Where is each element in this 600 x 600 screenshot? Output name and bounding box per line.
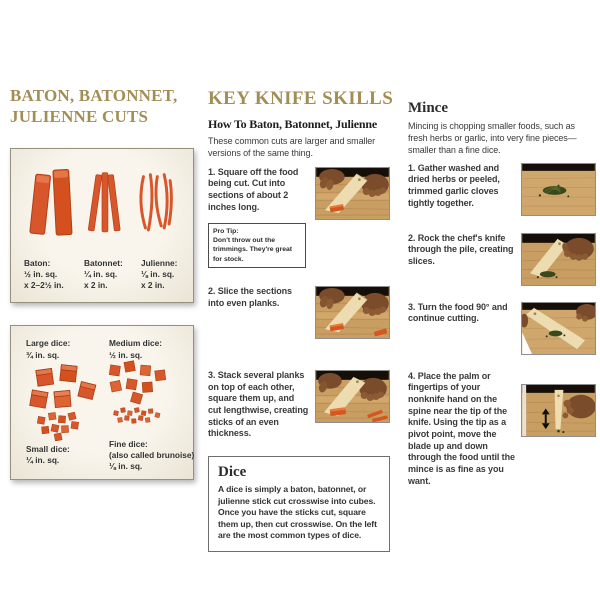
mince-title: Mince xyxy=(408,100,448,116)
howto-intro: These common cuts are larger and smaller versions of the same thing. xyxy=(208,136,376,158)
photo-baton-step-3 xyxy=(315,370,390,423)
knife-pivot-photo xyxy=(522,385,595,436)
medium-dice-label: Medium dice: ½ in. sq. xyxy=(109,338,163,360)
knife-cutting-photo xyxy=(316,287,389,338)
pro-tip-text: Don't throw out the trimmings. They're great for stock. xyxy=(213,236,293,263)
baton-step-3-text: 3. Stack several planks on top of each other, square them up, and cut lengthwise, creating sticks of an even thickness. xyxy=(208,370,309,439)
photo-mince-step-1 xyxy=(521,163,596,216)
large-dice-label: Large dice: ¾ in. sq. xyxy=(26,338,71,360)
mince-step-4-row xyxy=(408,371,596,488)
section-title: KEY KNIFE SKILLS xyxy=(208,88,394,109)
baton-step-1-row xyxy=(208,167,390,268)
mince-section xyxy=(408,100,596,488)
cut-size-labels xyxy=(24,258,193,291)
baton-step-1-text: 1. Square off the food being cut. Cut into sections of about 2 inches long. xyxy=(208,166,299,212)
pro-tip-label: Pro Tip: xyxy=(213,227,239,235)
herb-pile-photo xyxy=(522,164,595,215)
mince-intro: Mincing is chopping smaller foods, such as fresh herbs or garlic, into very fine pieces—smaller than a fine dice. xyxy=(408,121,577,155)
knife-cutting-photo xyxy=(316,168,389,219)
mince-step-4-text: 4. Place the palm or fingertips of your nonknife hand on the spine near the tip of the knife. Using the tip as a pivot point, move the blade up and down through the food until the mince is as fine as you want. xyxy=(408,370,515,486)
dice-note-text: A dice is simply a baton, batonnet, or julienne stick cut crosswise into cubes. Once you have the sticks cut, square them up, then cut crosswise. On the left are the most common types of dice. xyxy=(218,484,377,541)
baton-step-2-text: 2. Slice the sections into even planks. xyxy=(208,286,292,308)
mince-step-3-text: 3. Turn the food 90° and continue cutting. xyxy=(408,301,508,324)
knife-turned-photo xyxy=(522,303,595,354)
mince-step-2-row xyxy=(408,233,596,286)
batonnet-label: Batonnet: ¼ in. sq. x 2 in. xyxy=(84,258,123,291)
knife-rocking-photo xyxy=(522,234,595,285)
photo-mince-step-3 xyxy=(521,302,596,355)
photo-baton-step-1 xyxy=(315,167,390,220)
knife-cutting-photo xyxy=(316,371,389,422)
mince-step-1-row xyxy=(408,163,596,216)
howto-subtitle: How To Baton, Batonnet, Julienne xyxy=(208,117,377,131)
julienne-label: Julienne: ⅛ in. sq. x 2 in. xyxy=(141,258,178,291)
key-knife-skills-section xyxy=(208,88,394,552)
photo-mince-step-4 xyxy=(521,384,596,437)
photo-baton-step-2 xyxy=(315,286,390,339)
baton-step-2-row xyxy=(208,286,390,339)
dice-note-title: Dice xyxy=(218,464,247,481)
left-column xyxy=(10,86,194,480)
mince-step-3-row xyxy=(408,302,596,355)
baton-step-3-row xyxy=(208,370,390,440)
baton-label: Baton: ½ in. sq. x 2–2½ in. xyxy=(24,258,64,291)
dice-photo-panel xyxy=(10,325,194,480)
small-dice-label: Small dice: ¼ in. sq. xyxy=(26,444,70,466)
pro-tip-box xyxy=(208,223,306,269)
left-column-title: BATON, BATONNET, JULIENNE CUTS xyxy=(10,86,178,126)
fine-dice-label: Fine dice: (also called brunoise) ⅛ in. sq. xyxy=(109,439,195,472)
mince-step-1-text: 1. Gather washed and dried herbs or peeled, trimmed garlic cloves tightly together. xyxy=(408,162,500,208)
photo-mince-step-2 xyxy=(521,233,596,286)
mince-step-2-text: 2. Rock the chef's knife through the pile, creating slices. xyxy=(408,232,514,266)
dice-note-box xyxy=(208,456,390,552)
cuts-photo-panel xyxy=(10,148,194,303)
